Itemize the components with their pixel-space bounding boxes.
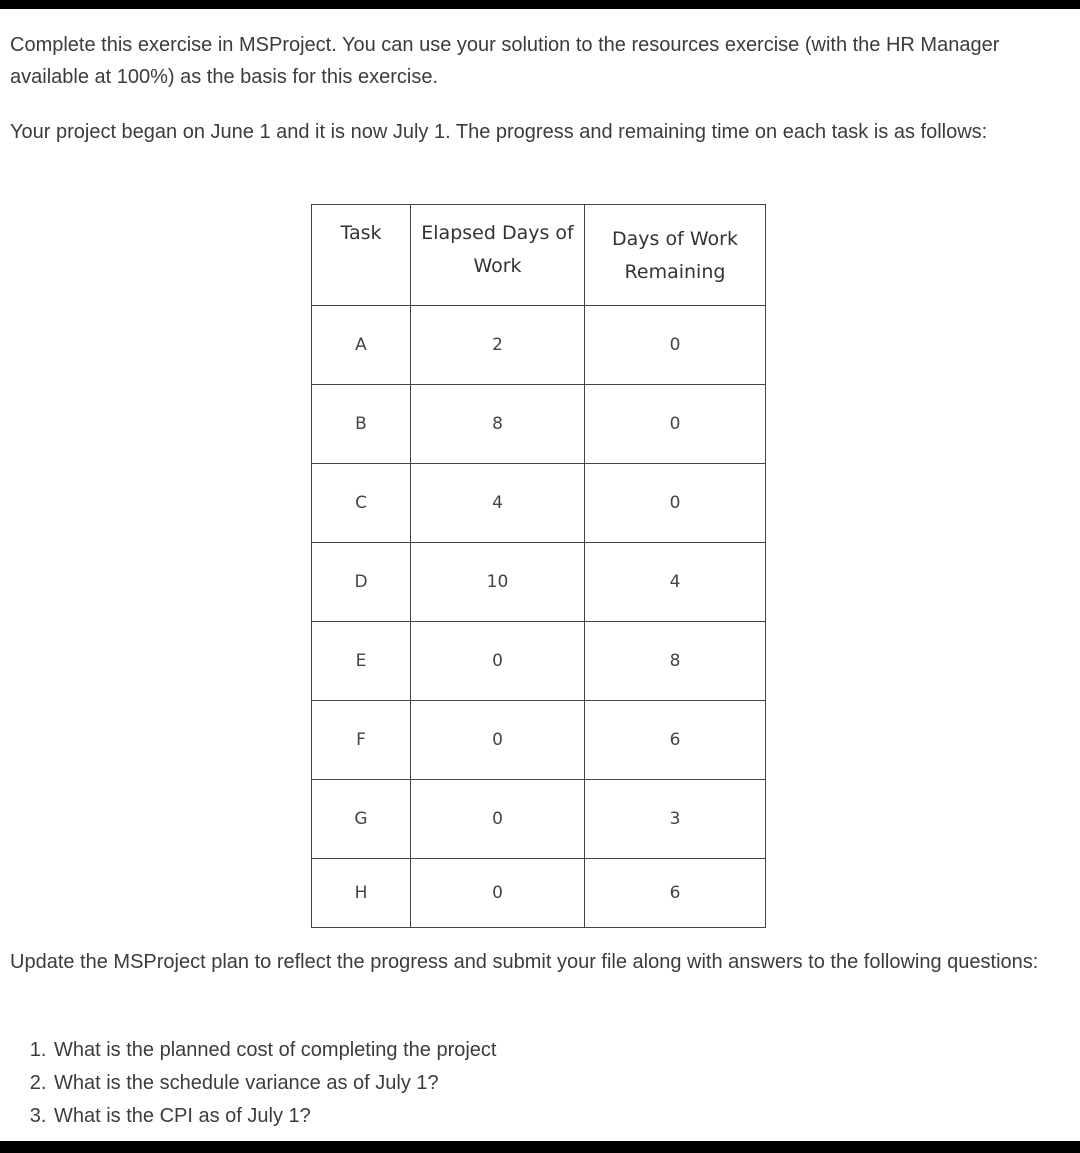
elapsed-cell: 2 bbox=[411, 306, 585, 385]
remaining-cell: 0 bbox=[585, 306, 766, 385]
table-row bbox=[312, 701, 766, 780]
progress-table bbox=[311, 204, 766, 928]
table-row bbox=[312, 385, 766, 464]
elapsed-cell: 10 bbox=[411, 543, 585, 622]
task-cell: F bbox=[312, 701, 411, 780]
progress-paragraph: Your project began on June 1 and it is now July 1. The progress and remaining time on each task is as follows: bbox=[10, 121, 988, 143]
table-row bbox=[312, 464, 766, 543]
top-border-bar bbox=[0, 0, 1080, 9]
header-task: Task bbox=[312, 205, 411, 306]
instructions-paragraph: Update the MSProject plan to reflect the progress and submit your file along with answers to the following questions: bbox=[10, 951, 1039, 973]
elapsed-cell: 8 bbox=[411, 385, 585, 464]
task-cell: A bbox=[312, 306, 411, 385]
table-row bbox=[312, 859, 766, 928]
task-cell: B bbox=[312, 385, 411, 464]
table-row bbox=[312, 622, 766, 701]
elapsed-cell: 0 bbox=[411, 701, 585, 780]
remaining-cell: 0 bbox=[585, 385, 766, 464]
remaining-cell: 8 bbox=[585, 622, 766, 701]
remaining-cell: 4 bbox=[585, 543, 766, 622]
remaining-cell: 0 bbox=[585, 464, 766, 543]
table-row bbox=[312, 543, 766, 622]
header-days-remaining: Days of Work Remaining bbox=[585, 205, 766, 306]
remaining-cell: 3 bbox=[585, 780, 766, 859]
table-row bbox=[312, 780, 766, 859]
bottom-border-bar bbox=[0, 1141, 1080, 1153]
elapsed-cell: 0 bbox=[411, 859, 585, 928]
remaining-cell: 6 bbox=[585, 701, 766, 780]
questions-list bbox=[30, 1034, 496, 1133]
task-cell: D bbox=[312, 543, 411, 622]
table-header-row bbox=[312, 205, 766, 306]
elapsed-cell: 0 bbox=[411, 622, 585, 701]
task-cell: G bbox=[312, 780, 411, 859]
intro-paragraph: Complete this exercise in MSProject. You can use your solution to the resources exercise (with the HR Manager available at 100%) as the basis for this exercise. bbox=[10, 34, 1000, 88]
table-row bbox=[312, 306, 766, 385]
remaining-cell: 6 bbox=[585, 859, 766, 928]
question-item: 2. What is the schedule variance as of July 1? bbox=[52, 1067, 496, 1100]
task-cell: E bbox=[312, 622, 411, 701]
question-item: 1. What is the planned cost of completing the project bbox=[52, 1034, 496, 1067]
header-elapsed-days: Elapsed Days of Work bbox=[411, 205, 585, 306]
elapsed-cell: 0 bbox=[411, 780, 585, 859]
task-cell: H bbox=[312, 859, 411, 928]
task-cell: C bbox=[312, 464, 411, 543]
elapsed-cell: 4 bbox=[411, 464, 585, 543]
question-item: 3. What is the CPI as of July 1? bbox=[52, 1100, 496, 1133]
